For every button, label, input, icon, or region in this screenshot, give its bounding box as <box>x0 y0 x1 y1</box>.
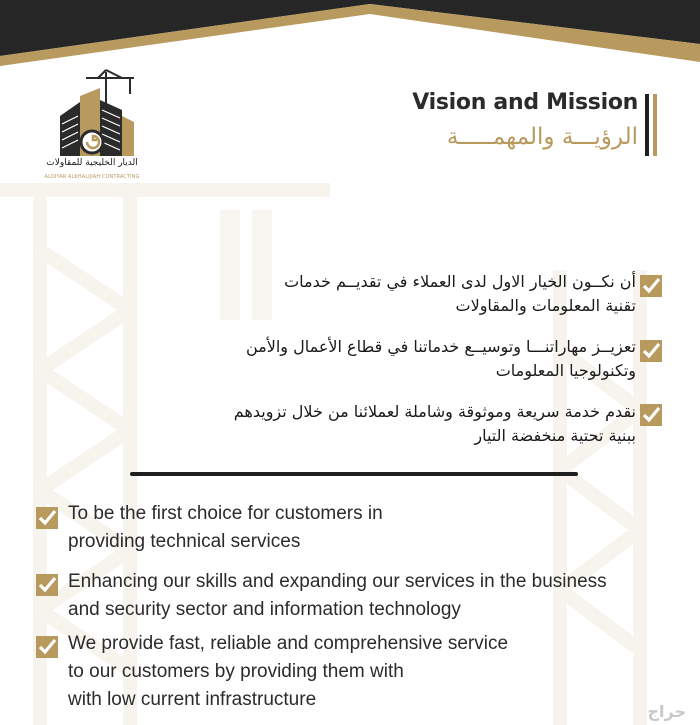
english-item-3 <box>68 630 688 714</box>
arabic-item-1 <box>166 270 636 318</box>
english-item-3-line3: with low current infrastructure <box>68 689 317 710</box>
arabic-item-2 <box>166 335 636 383</box>
check-icon <box>640 404 662 426</box>
arabic-item-1-line2: تقنية المعلومات والمقاولات <box>455 296 636 315</box>
logo-arabic-name: الديار الخليجية للمقاولات <box>46 158 138 168</box>
english-item-2-line2: and security sector and information technology <box>68 599 461 620</box>
check-icon <box>36 574 58 596</box>
english-item-2 <box>68 568 688 624</box>
english-item-3-line2: to our customers by providing them with <box>68 661 404 682</box>
english-item-1-line2: providing technical services <box>68 531 301 552</box>
arabic-item-3 <box>166 400 636 448</box>
english-item-2-line1: Enhancing our skills and expanding our services in the business <box>68 571 607 592</box>
arabic-item-2-line1: تعزيــز مهاراتنـــا وتوسيــع خدماتنا في قطاع الأعمال والأمن <box>245 337 636 356</box>
check-icon <box>640 340 662 362</box>
arabic-item-3-line2: ببنية تحتية منخفضة التيار <box>474 426 636 445</box>
check-icon <box>36 507 58 529</box>
check-icon <box>640 275 662 297</box>
arabic-item-2-line2: وتكنولوجيا المعلومات <box>495 361 636 380</box>
english-item-3-line1: We provide fast, reliable and comprehensive service <box>68 633 509 654</box>
arabic-item-3-line1: نقدم خدمة سريعة وموثوقة وشاملة لعملائنا من خلال تزويدهم <box>233 402 636 421</box>
site-watermark: حراج <box>647 702 686 721</box>
building-logo-icon <box>30 66 154 186</box>
arabic-item-1-line1: أن نكــون الخيار الاول لدى العملاء في تقديــم خدمات <box>284 272 636 291</box>
check-icon <box>36 636 58 658</box>
heading-english: Vision and Mission <box>412 90 638 115</box>
english-item-1 <box>68 500 688 556</box>
logo-english-name: ALDIYAR ALKHALIJIAH CONTRACTING <box>44 174 140 180</box>
heading-bar-gold <box>653 94 657 156</box>
section-divider <box>130 472 578 476</box>
english-item-1-line1: To be the first choice for customers in <box>68 503 383 524</box>
heading-bar-dark <box>645 94 649 156</box>
heading-arabic: الرؤيـــة والمهمـــــة <box>446 124 638 150</box>
